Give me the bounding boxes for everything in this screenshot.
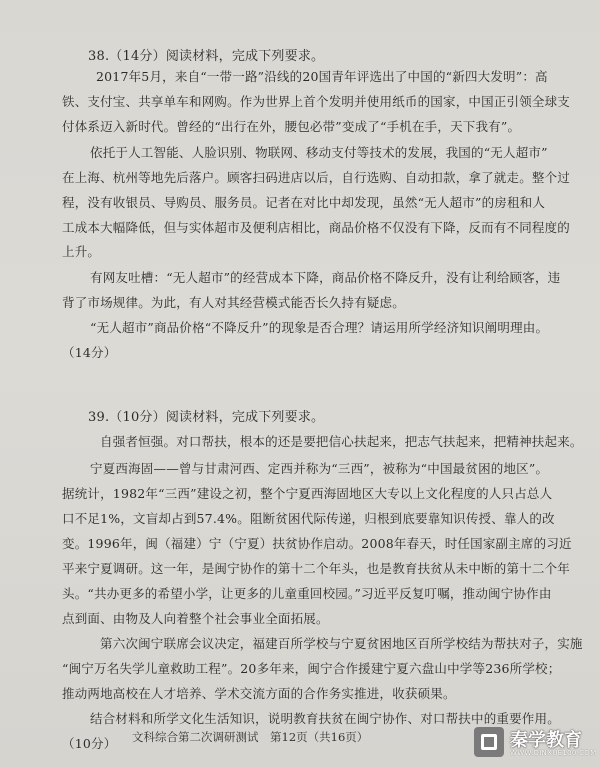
q39-line-2: 宁夏西海固——曾与甘肃河西、定西并称为“三西”，被称为“中国最贫困的地区”。	[90, 461, 549, 476]
q38-line-7: 工成本大幅降低，但与实体超市及便利店相比，商品价格不仅没有下降，反而有不同程度的	[62, 220, 571, 235]
qinxue-logo-icon	[474, 727, 504, 757]
q38-line-5: 在上海、杭州等地先后落户。顾客扫码进店以后，自行选购、自动扣款，拿了就走。整个过	[62, 170, 571, 185]
q39-line-3: 据统计，1982年“三西”建设之初，整个宁夏西海固地区大专以上文化程度的人只占总人	[62, 486, 553, 501]
q39-line-7: 头。“共办更多的希望小学，让更多的儿童重回校园。”习近平反复叮嘱，推动闽宁协作由	[62, 586, 552, 601]
q38-line-3: 付体系迈入新时代。曾经的“出行在外，腰包必带”变成了“手机在手，天下我有”。	[62, 119, 521, 134]
q39-line-6: 平来宁夏调研。这一年，是闽宁协作的第十二个年头，也是教育扶贫从未中断的第十二个年	[62, 561, 571, 576]
q38-points: （14分）	[62, 345, 117, 360]
q38-line-10: 背了市场规律。为此，有人对其经营模式能否长久持有疑虑。	[62, 295, 405, 310]
q38-line-4: 依托于人工智能、人脸识别、物联网、移动支付等技术的发展，我国的“无人超市”	[90, 145, 548, 160]
q38-line-8: 上升。	[62, 244, 101, 259]
q39-question: 结合材料和所学文化生活知识，说明教育扶贫在闽宁协作、对口帮扶中的重要作用。	[90, 711, 560, 726]
q39-points: （10分）	[62, 736, 117, 751]
q39-line-11: 推动两地高校在人才培养、学术交流方面的合作务实推进，收获硕果。	[62, 686, 456, 701]
q38-line-2: 铁、支付宝、共享单车和网购。作为世界上首个发明并使用纸币的国家，中国正引领全球支	[62, 94, 571, 109]
q39-line-8: 点到面、由物及人向着整个社会事业全面拓展。	[62, 611, 329, 626]
q39-heading: 39.（10分）阅读材料，完成下列要求。	[88, 410, 325, 425]
watermark-title: 秦学教育	[510, 730, 582, 751]
q39-line-10: “闽宁万名失学儿童救助工程”。20多年来，闽宁合作援建宁夏六盘山中学等236所学校；	[62, 661, 561, 676]
q39-line-1: 自强者恒强。对口帮扶，根本的还是要把信心扶起来，把志气扶起来，把精神扶起来。	[100, 434, 583, 449]
q39-line-5: 变。1996年，闽（福建）宁（宁夏）扶贫协作启动。2008年春天，时任国家副主席的习近	[62, 536, 572, 551]
page-footer: 文科综合第二次调研测试 第12页（共16页）	[132, 730, 369, 744]
q38-line-1: 2017年5月，来自“一带一路”沿线的20国青年评选出了中国的“新四大发明”：高	[96, 69, 548, 84]
q38-line-6: 程，没有收银员、导购员、服务员。记者在对比中却发现，虽然“无人超市”的房租和人	[62, 195, 546, 210]
q38-line-9: 有网友吐槽：“无人超市”的经营成本下降，商品价格不降反升，没有让利给顾客，违	[90, 270, 561, 285]
q38-question: “无人超市”商品价格“不降反升”的现象是否合理？请运用所学经济知识阐明理由。	[90, 320, 549, 335]
q39-line-4: 口不足1%，文盲却占到57.4%。阻断贫困代际传递，归根到底要靠知识传授、靠人的改	[62, 511, 555, 526]
watermark-url: WWW.QINXUE100.COM	[510, 749, 597, 757]
q39-line-9: 第六次闽宁联席会议决定，福建百所学校与宁夏贫困地区百所学校结为帮扶对子，实施	[100, 636, 583, 651]
q38-heading: 38.（14分）阅读材料，完成下列要求。	[88, 49, 325, 64]
watermark	[474, 724, 598, 764]
